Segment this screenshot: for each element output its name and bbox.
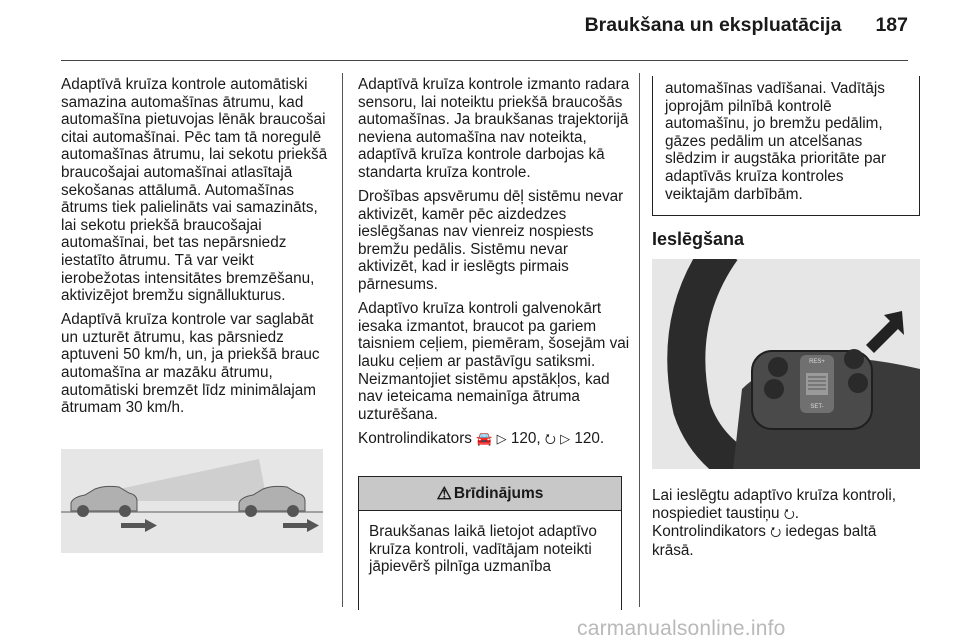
arrow-right-icon xyxy=(283,519,319,532)
radar-cone xyxy=(119,459,267,501)
radar-following-illustration xyxy=(61,449,323,553)
page-number: 187 xyxy=(875,14,908,36)
warning-title: Brīdinājums xyxy=(453,484,544,502)
column-2 xyxy=(358,76,630,455)
paragraph: Adaptīvā kruīza kontrole izmanto radara sensoru, lai noteiktu priekšā braucošās automašīnas. Ja braukšanas trajektorijā neviena automašīna nav noteikta, adaptīvā kruīza kontrole darbojas kā standarta kruīza kontrole. xyxy=(358,76,630,181)
indicator-reference: Kontrolindikators 🚘 ▷ 120, ⭮ ▷ 120. xyxy=(358,429,605,447)
reference-arrow-icon: ▷ xyxy=(560,431,571,447)
warning-box xyxy=(358,476,622,610)
acc-button-icon xyxy=(844,349,864,369)
paragraph: Adaptīvā kruīza kontrole var saglabāt un uzturēt ātrumu, kas pārsniedz aptuveni 50 km/h, un, ja priekšā brauc automašīna ar mazāku ātrumu, automātiski bremzēt līdz minimālajam ātrumam 30 km/h. xyxy=(61,311,320,417)
car-indicator-icon: 🚘 xyxy=(476,431,493,447)
acc-indicator-icon: ⭮ xyxy=(770,525,782,541)
res-label: RES+ xyxy=(809,359,825,365)
warning-triangle-icon: ⚠ xyxy=(436,483,452,503)
warning-header xyxy=(359,477,621,511)
paragraph: Adaptīvā kruīza kontrole automātiski samazina automašīnas ātrumu, kad automašīna pietuvojas lēnāk braucošai citai automašīnai. Pēc tam tā noregulē automašīnas ātrumu, lai sekotu priekšā braucošajai automašīnai atlasītajā sekošanas attālumā. Automašīnas ātrums tiek palielināts vai samazināts, lai sekotu priekšā braucošajai automašīnai, bet tas nepārsniedz iestatīto ātrumu. Tā var veikt ierobežotas intensitātes bremzēšanu, aktivizējot bremžu signāllukturus. xyxy=(61,76,328,305)
watermark: carmanualsonline.info xyxy=(577,617,786,640)
reference-arrow-icon: ▷ xyxy=(496,431,507,447)
column-1 xyxy=(61,76,329,423)
acc-button-icon: ⭮ xyxy=(783,506,795,522)
section-heading: Ieslēgšana xyxy=(652,229,745,249)
distance-button-icon xyxy=(768,357,788,377)
paragraph: Lai ieslēgtu adaptīvo kruīza kontroli, nospiediet taustiņu ⭮. xyxy=(652,487,897,522)
paragraph: Drošības apsvērumu dēļ sistēmu nevar aktivizēt, kamēr pēc aizdedzes ieslēgšanas nav vienreiz nospiests bremžu pedālis. Sistēmu nevar aktivizēt, kad ir ieslēgts pirmais pārnesums. xyxy=(358,188,624,294)
page-header xyxy=(585,14,908,37)
page-reference[interactable]: 120 xyxy=(574,429,600,447)
steering-wheel-controls-illustration xyxy=(652,259,920,469)
acc-indicator-icon: ⭮ xyxy=(544,431,556,447)
paragraph: Adaptīvo kruīza kontroli galvenokārt iesaka izmantot, braucot pa gariem taisniem ceļiem, piemēram, šosejām vai lauku ceļiem ar pastāvīgu satiksmi. Neizmantojiet sistēmu apstākļos, kad nav ieteicama nemainīga ātruma uzturēšana. xyxy=(358,300,630,423)
warning-continuation: automašīnas vadīšanai. Vadītājs joprojām pilnībā kontrolē automašīnu, jo bremžu pedālim, gāzes pedālim un atcelšanas slēdzim ir augstāka prioritāte par adaptīvās kruīza kontroles veiktajām darbībām. xyxy=(652,76,920,216)
cancel-button-icon xyxy=(764,379,784,399)
column-divider xyxy=(342,73,343,607)
warning-text: Braukšanas laikā lietojot adaptīvo kruīza kontroli, vadītājam noteikti jāpievērš pilnīga uzmanība xyxy=(369,523,597,576)
paragraph: Kontrolindikators ⭮ iedegas baltā krāsā. xyxy=(652,523,877,559)
page-title: Braukšana un ekspluatācija xyxy=(584,14,842,36)
column-3-text xyxy=(652,487,922,559)
set-label: SET- xyxy=(810,404,824,410)
arrow-right-icon xyxy=(121,519,157,532)
column-divider xyxy=(639,73,640,607)
speed-limiter-icon xyxy=(848,373,868,393)
header-rule xyxy=(61,60,908,61)
page-reference[interactable]: 120 xyxy=(510,429,537,447)
